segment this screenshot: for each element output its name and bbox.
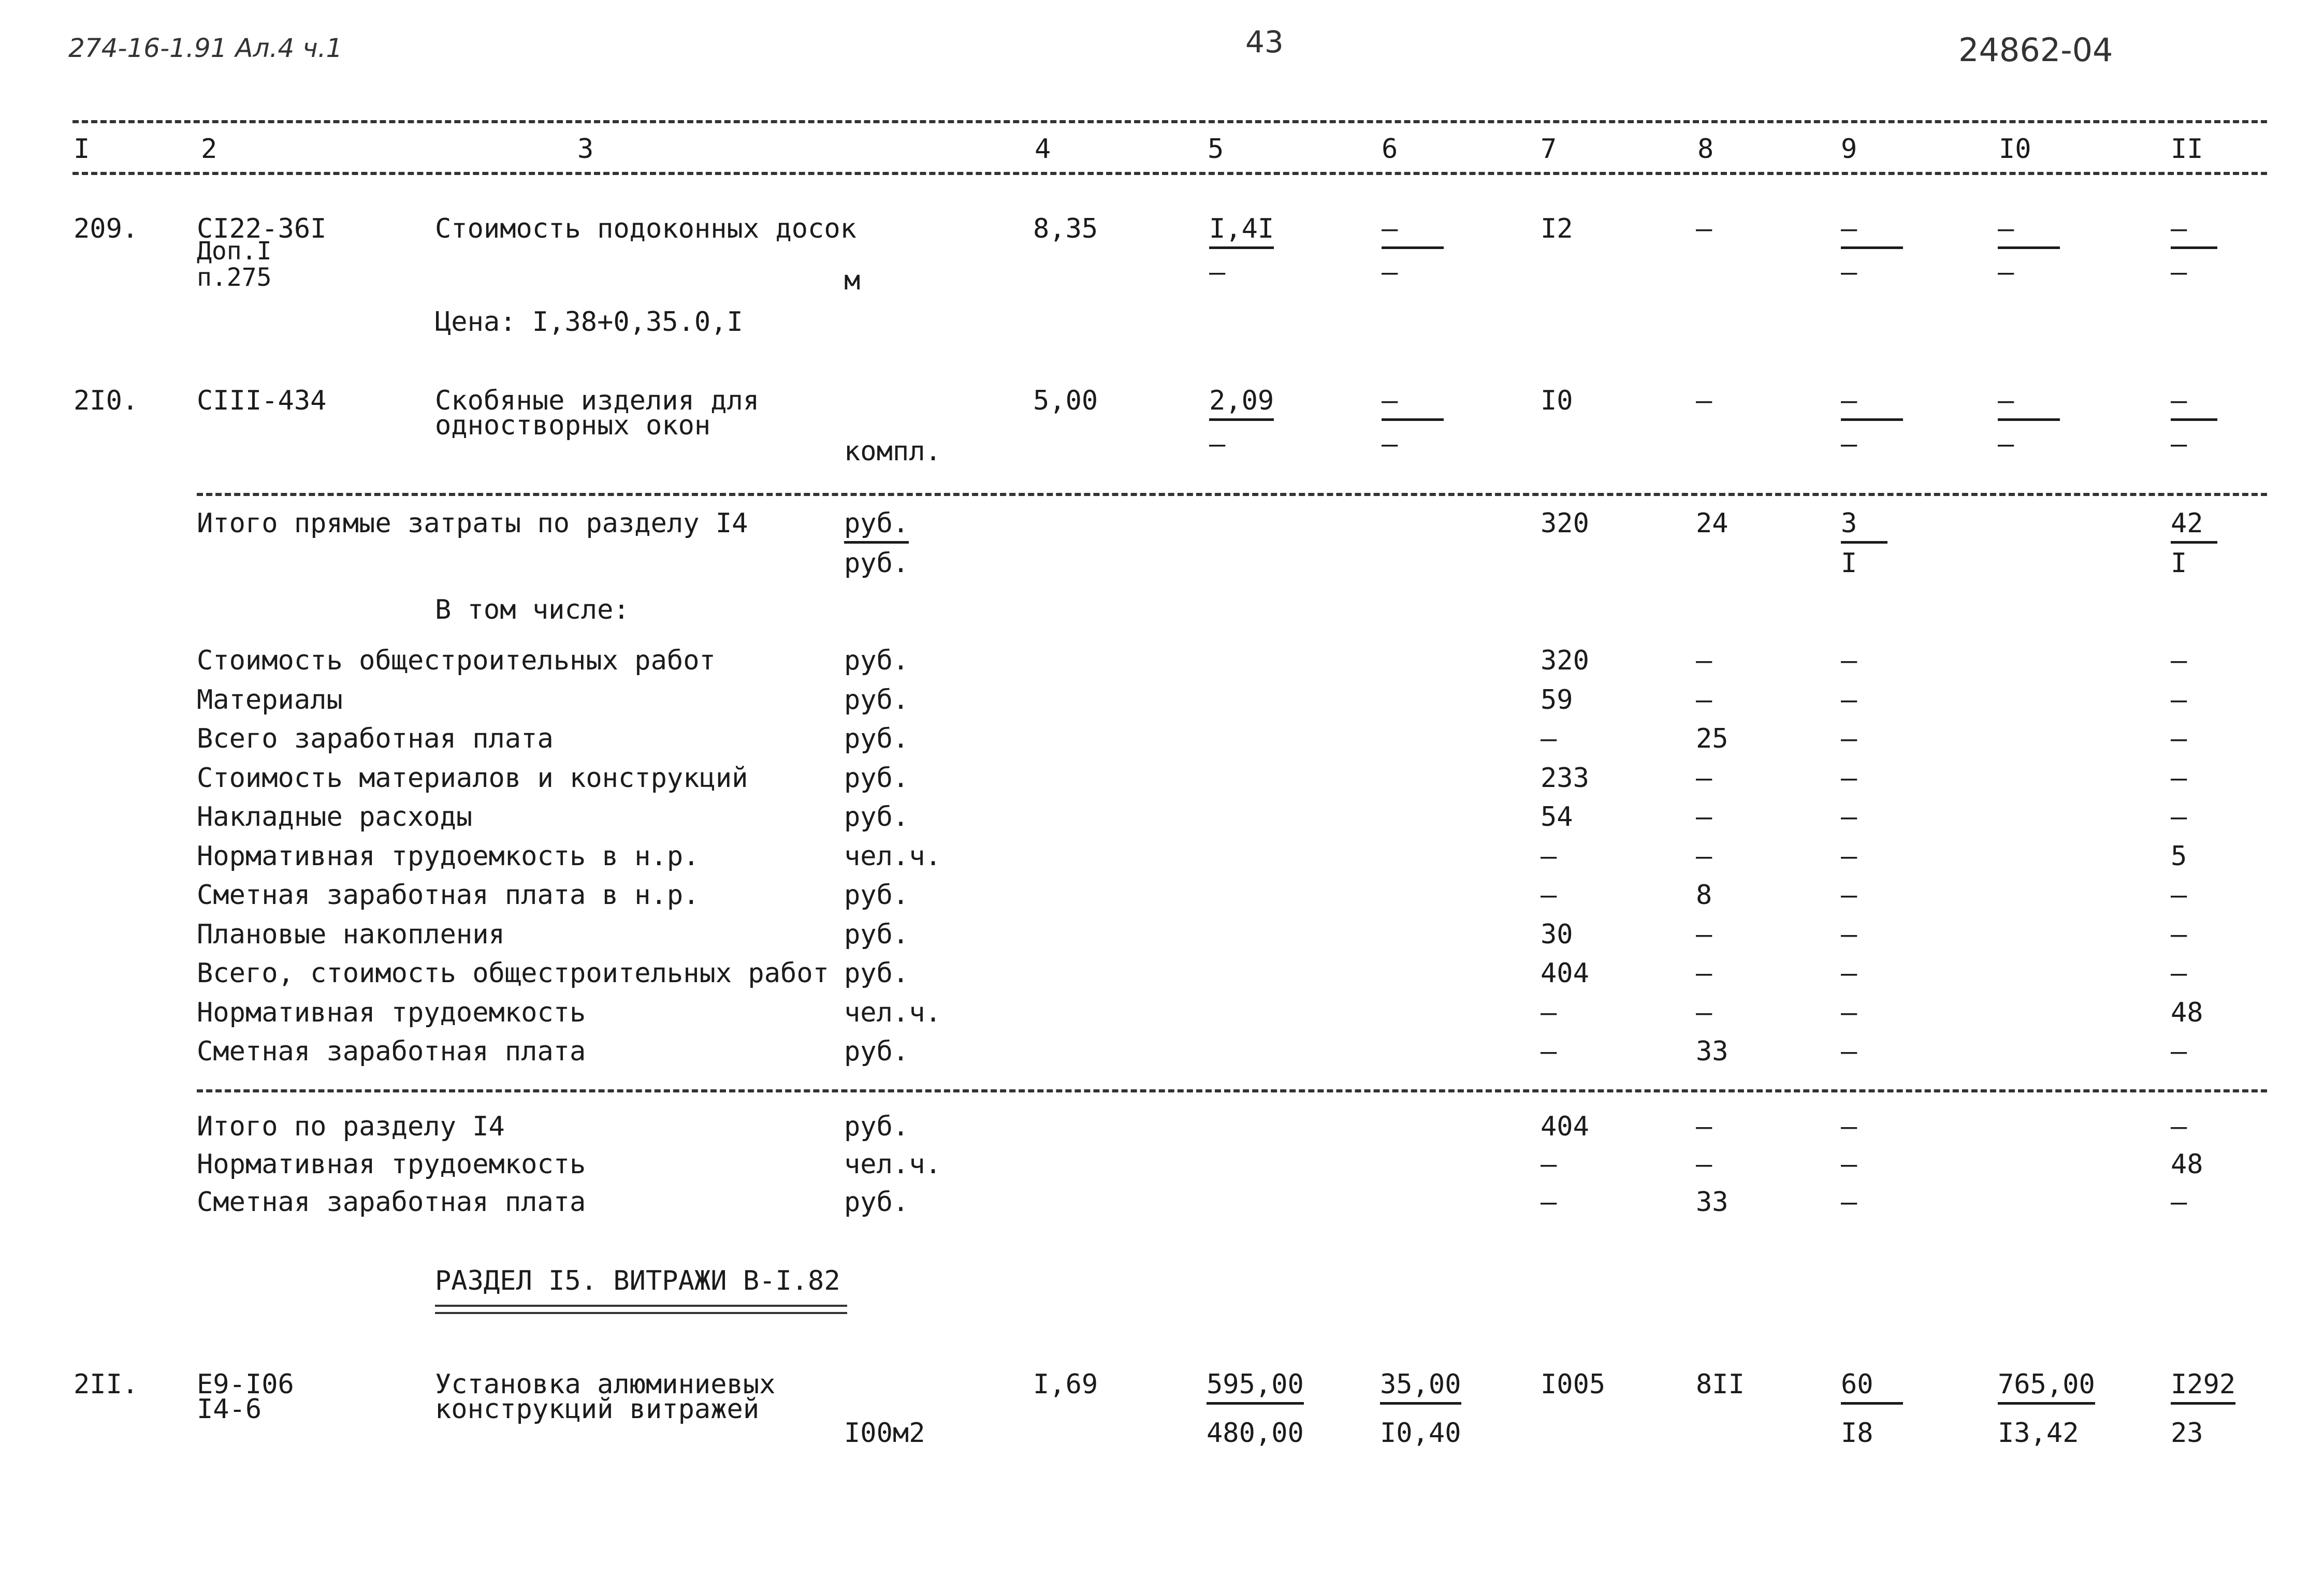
breakdown-row-col9: – <box>1841 997 1857 1028</box>
totals-direct-label: Итого прямые затраты по разделу I4 <box>197 508 748 539</box>
breakdown-row-label: Нормативная трудоемкость <box>197 997 586 1028</box>
breakdown-row-label: Всего, стоимость общестроительных работ <box>197 958 829 989</box>
row-209-col5-top: I,4I <box>1209 215 1274 249</box>
breakdown-row-col7: 233 <box>1541 762 1589 794</box>
breakdown-row-col11: – <box>2171 684 2187 716</box>
totals-direct-col11-bottom: I <box>2171 548 2187 579</box>
breakdown-row-col7: 54 <box>1541 801 1573 833</box>
breakdown-row-col7: 320 <box>1541 645 1589 676</box>
section-totals-row-unit: чел.ч. <box>844 1149 941 1180</box>
breakdown-row-unit: чел.ч. <box>844 997 941 1028</box>
row-211-col6-top: 35,00 <box>1380 1371 1461 1405</box>
breakdown-row-unit: руб. <box>844 645 909 676</box>
breakdown-row-col11: – <box>2171 1036 2187 1067</box>
breakdown-row-col7: 59 <box>1541 684 1573 716</box>
breakdown-row-col8: – <box>1696 801 1712 833</box>
row-211-col9-bottom: I8 <box>1841 1418 1873 1449</box>
breakdown-row-col8: – <box>1696 762 1712 794</box>
row-210-col9-bottom: – <box>1841 429 1857 460</box>
row-210-col9-top: – <box>1841 387 1903 421</box>
row-210-col6-bottom: – <box>1382 429 1398 460</box>
section-totals-row-col7: 404 <box>1541 1111 1589 1142</box>
breakdown-row-col11: – <box>2171 918 2187 950</box>
row-209-col10-bottom: – <box>1998 257 2014 288</box>
totals-direct-col9-bottom: I <box>1841 548 1857 579</box>
totals-direct-col7: 320 <box>1541 508 1589 539</box>
row-211-col10-top: 765,00 <box>1998 1371 2095 1405</box>
section-15-title: РАЗДЕЛ I5. ВИТРАЖИ В-I.82 <box>435 1265 840 1296</box>
breakdown-row-label: Стоимость материалов и конструкций <box>197 762 748 794</box>
including-label: В том числе: <box>435 594 630 625</box>
col-header-2: 2 <box>201 134 217 165</box>
row-211-col6-bottom: I0,40 <box>1380 1418 1461 1449</box>
document-number: 24862-04 <box>1958 31 2113 69</box>
row-209-col9-bottom: – <box>1841 257 1857 288</box>
totals-direct-col8: 24 <box>1696 508 1729 539</box>
breakdown-row-col7: – <box>1541 723 1557 754</box>
breakdown-row-col7: 30 <box>1541 918 1573 950</box>
section-totals-row-unit: руб. <box>844 1187 909 1218</box>
breakdown-row-col7: – <box>1541 840 1557 872</box>
row-211-unit: I00м2 <box>844 1418 925 1449</box>
breakdown-row-unit: руб. <box>844 880 909 911</box>
row-209-code-addendum: Доп.I <box>197 237 272 266</box>
row-211-col10-bottom: I3,42 <box>1998 1418 2079 1449</box>
row-209-code-item: п.275 <box>197 263 272 292</box>
header-bottom-rule <box>72 172 2267 175</box>
section-totals-row-col7: – <box>1541 1149 1557 1180</box>
col-header-7: 7 <box>1541 134 1557 165</box>
section-totals-top-rule <box>197 1089 2267 1092</box>
breakdown-row-unit: руб. <box>844 801 909 833</box>
row-209-unit: м <box>844 265 861 296</box>
row-210-col11-bottom: – <box>2171 429 2187 460</box>
col-header-6: 6 <box>1382 134 1398 165</box>
breakdown-row-col9: – <box>1841 801 1857 833</box>
col-header-11: II <box>2171 134 2203 165</box>
breakdown-row-col9: – <box>1841 762 1857 794</box>
breakdown-row-col11: 5 <box>2171 840 2187 872</box>
row-210-col4: 5,00 <box>1033 385 1098 416</box>
row-211-col5-top: 595,00 <box>1207 1371 1304 1405</box>
row-211-code-line2: I4-6 <box>197 1394 262 1425</box>
breakdown-row-col9: – <box>1841 840 1857 872</box>
row-210-unit: компл. <box>844 436 941 467</box>
section-totals-row-col9: – <box>1841 1149 1857 1180</box>
breakdown-row-col11: – <box>2171 801 2187 833</box>
row-210-col11-top: – <box>2171 387 2217 421</box>
row-209-col11-bottom: – <box>2171 257 2187 288</box>
section-totals-row-col8: – <box>1696 1149 1712 1180</box>
row-211-code-line1: E9-I06 <box>197 1369 294 1400</box>
row-211-col11-top: I292 <box>2171 1371 2235 1405</box>
row-211-col11-bottom: 23 <box>2171 1418 2203 1449</box>
totals-top-rule <box>197 493 2267 496</box>
row-209-code: CI22-36I <box>197 213 327 244</box>
section-totals-row-col11: 48 <box>2171 1149 2203 1180</box>
section-totals-row-col11: – <box>2171 1187 2187 1218</box>
breakdown-row-col8: 25 <box>1696 723 1729 754</box>
col-header-1: I <box>74 134 90 165</box>
row-210-number: 2I0. <box>74 385 139 416</box>
breakdown-row-col11: – <box>2171 958 2187 989</box>
breakdown-row-col9: – <box>1841 1036 1857 1067</box>
section-totals-row-label: Сметная заработная плата <box>197 1187 586 1218</box>
breakdown-row-col8: – <box>1696 684 1712 716</box>
section-15-title-underline <box>435 1305 847 1314</box>
breakdown-row-col8: – <box>1696 958 1712 989</box>
breakdown-row-col8: 33 <box>1696 1036 1729 1067</box>
row-211-col5-bottom: 480,00 <box>1207 1418 1304 1449</box>
page-number: 43 <box>1245 24 1284 60</box>
breakdown-row-unit: руб. <box>844 684 909 716</box>
breakdown-row-unit: руб. <box>844 1036 909 1067</box>
section-totals-row-unit: руб. <box>844 1111 909 1142</box>
col-header-10: I0 <box>1999 134 2031 165</box>
breakdown-row-unit: руб. <box>844 723 909 754</box>
row-210-col10-bottom: – <box>1998 429 2014 460</box>
row-209-col9-top: – <box>1841 215 1903 249</box>
breakdown-row-col9: – <box>1841 723 1857 754</box>
section-totals-row-col11: – <box>2171 1111 2187 1142</box>
breakdown-row-col9: – <box>1841 880 1857 911</box>
breakdown-row-label: Плановые накопления <box>197 918 505 950</box>
breakdown-row-label: Сметная заработная плата в н.р. <box>197 880 700 911</box>
row-209-name: Стоимость подоконных досок <box>435 213 856 244</box>
row-209-col6-bottom: – <box>1382 257 1398 288</box>
breakdown-row-col9: – <box>1841 684 1857 716</box>
row-209-col8: – <box>1696 213 1712 244</box>
breakdown-row-col9: – <box>1841 958 1857 989</box>
row-210-col6-top: – <box>1382 387 1444 421</box>
breakdown-row-unit: руб. <box>844 918 909 950</box>
totals-direct-unit-2: руб. <box>844 548 909 579</box>
breakdown-row-col7: 404 <box>1541 958 1589 989</box>
breakdown-row-label: Стоимость общестроительных работ <box>197 645 716 676</box>
breakdown-row-col8: 8 <box>1696 880 1712 911</box>
row-211-number: 2II. <box>74 1369 139 1400</box>
row-209-col10-top: – <box>1998 215 2060 249</box>
breakdown-row-unit: руб. <box>844 958 909 989</box>
section-totals-row-col8: – <box>1696 1111 1712 1142</box>
breakdown-row-col8: – <box>1696 997 1712 1028</box>
row-209-col4: 8,35 <box>1033 213 1098 244</box>
breakdown-row-col11: – <box>2171 645 2187 676</box>
col-header-8: 8 <box>1697 134 1714 165</box>
totals-direct-unit-1: руб. <box>844 510 909 544</box>
breakdown-row-col7: – <box>1541 1036 1557 1067</box>
col-header-5: 5 <box>1208 134 1224 165</box>
header-top-rule <box>72 120 2267 123</box>
breakdown-row-col11: 48 <box>2171 997 2203 1028</box>
row-210-col5-top: 2,09 <box>1209 387 1274 421</box>
section-totals-row-col7: – <box>1541 1187 1557 1218</box>
row-210-name-line2: одностворных окон <box>435 410 711 441</box>
breakdown-row-col11: – <box>2171 762 2187 794</box>
breakdown-row-label: Накладные расходы <box>197 801 473 833</box>
breakdown-row-col9: – <box>1841 918 1857 950</box>
breakdown-row-unit: руб. <box>844 762 909 794</box>
totals-direct-col9-top: 3 <box>1841 510 1887 544</box>
breakdown-row-unit: чел.ч. <box>844 840 941 872</box>
row-209-col7: I2 <box>1541 213 1573 244</box>
breakdown-row-col11: – <box>2171 880 2187 911</box>
section-totals-row-col8: 33 <box>1696 1187 1729 1218</box>
col-header-3: 3 <box>577 134 594 165</box>
totals-direct-col11-top: 42 <box>2171 510 2217 544</box>
row-210-col10-top: – <box>1998 387 2060 421</box>
breakdown-row-col9: – <box>1841 645 1857 676</box>
breakdown-row-label: Материалы <box>197 684 343 716</box>
breakdown-row-col8: – <box>1696 645 1712 676</box>
row-209-number: 209. <box>74 213 139 244</box>
section-totals-row-col9: – <box>1841 1187 1857 1218</box>
row-209-col5-bottom: – <box>1209 257 1226 288</box>
handwritten-reference: 274-16-1.91 Ал.4 ч.1 <box>68 33 343 63</box>
breakdown-row-col8: – <box>1696 918 1712 950</box>
row-211-col8: 8II <box>1696 1369 1745 1400</box>
row-210-code: CIII-434 <box>197 385 327 416</box>
row-211-name-line1: Установка алюминиевых <box>435 1369 776 1400</box>
col-header-9: 9 <box>1841 134 1857 165</box>
breakdown-row-label: Нормативная трудоемкость в н.р. <box>197 840 700 872</box>
breakdown-row-col11: – <box>2171 723 2187 754</box>
breakdown-row-col8: – <box>1696 840 1712 872</box>
row-209-price-note: Цена: I,38+0,35.0,I <box>435 307 743 338</box>
breakdown-row-label: Всего заработная плата <box>197 723 554 754</box>
row-210-col7: I0 <box>1541 385 1573 416</box>
col-header-4: 4 <box>1035 134 1051 165</box>
row-210-col8: – <box>1696 385 1712 416</box>
row-211-name-line2: конструкций витражей <box>435 1394 760 1425</box>
row-209-col11-top: – <box>2171 215 2217 249</box>
row-210-col5-bottom: – <box>1209 429 1226 460</box>
row-211-col4: I,69 <box>1033 1369 1098 1400</box>
row-210-name-line1: Скобяные изделия для <box>435 385 760 416</box>
section-totals-row-col9: – <box>1841 1111 1857 1142</box>
breakdown-row-label: Сметная заработная плата <box>197 1036 586 1067</box>
section-totals-row-label: Итого по разделу I4 <box>197 1111 505 1142</box>
row-211-col7: I005 <box>1541 1369 1606 1400</box>
breakdown-row-col7: – <box>1541 997 1557 1028</box>
section-totals-row-label: Нормативная трудоемкость <box>197 1149 586 1180</box>
breakdown-row-col7: – <box>1541 880 1557 911</box>
row-211-col9-top: 60 <box>1841 1371 1903 1405</box>
row-209-col6-top: – <box>1382 215 1444 249</box>
